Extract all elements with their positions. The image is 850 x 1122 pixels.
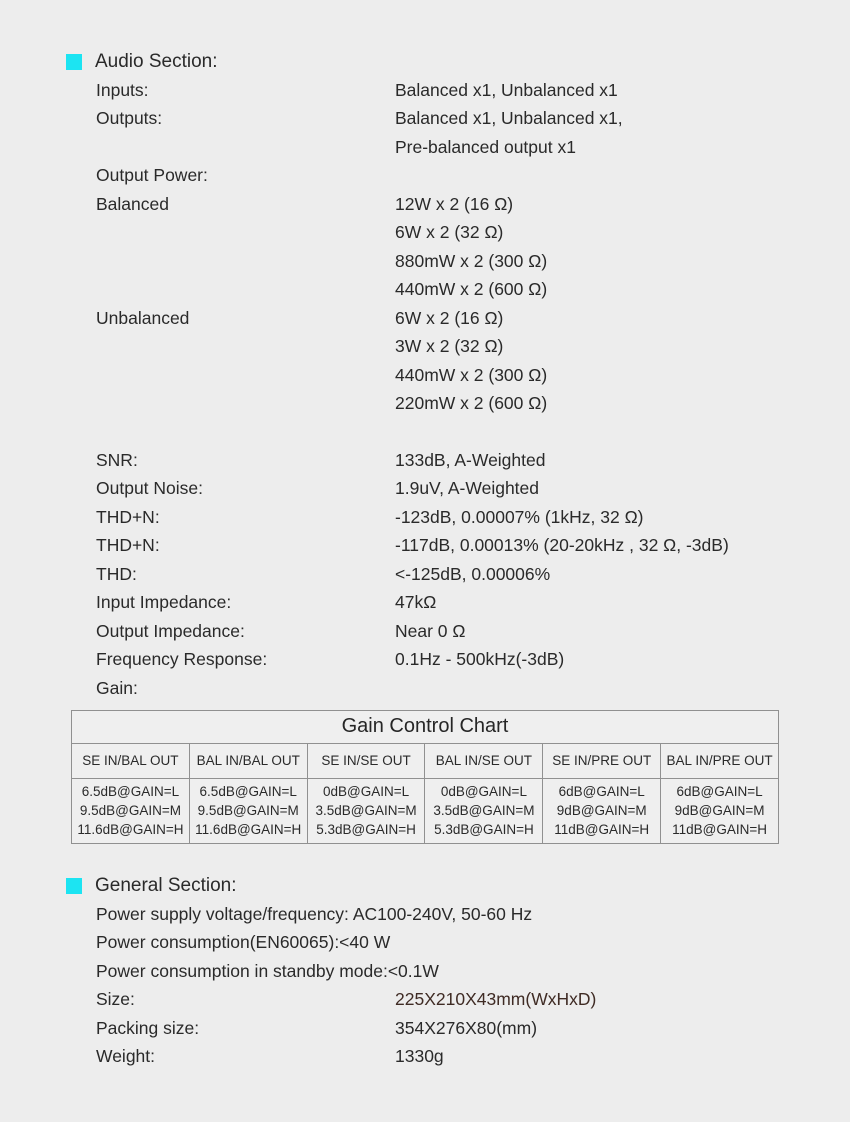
spec-row [96, 161, 820, 189]
gain-table-title-row [72, 710, 779, 743]
spec-value: 1.9uV, A-Weighted [395, 478, 539, 499]
spec-value: 225X210X43mm(WxHxD) [395, 989, 597, 1010]
gain-table-cell [425, 778, 543, 843]
spec-value: Pre-balanced output x1 [395, 136, 576, 157]
spec-row [96, 531, 820, 559]
gain-table-data-row [72, 778, 779, 843]
gain-value: 6dB@GAIN=L [558, 783, 645, 799]
spec-text: Power consumption(EN60065):<40 W [96, 932, 391, 953]
gain-value: 6dB@GAIN=L [676, 783, 763, 799]
spec-label: Unbalanced [96, 307, 190, 328]
spec-row [96, 560, 820, 588]
spec-label: Input Impedance: [96, 592, 232, 613]
spec-label [96, 218, 395, 246]
spec-label: THD+N: [96, 535, 160, 556]
spec-value: Balanced x1, Unbalanced x1, [395, 108, 623, 129]
gain-value: 3.5dB@GAIN=M [315, 802, 417, 818]
spec-row [96, 957, 820, 985]
audio-section-header [66, 48, 820, 76]
cyan-square-bullet-icon [66, 54, 82, 70]
gain-table-column-header: SE IN/SE OUT [307, 743, 425, 778]
spec-row [96, 928, 820, 956]
spec-label: Frequency Response: [96, 649, 268, 670]
spec-row [96, 275, 820, 303]
gain-value: 9dB@GAIN=M [674, 802, 765, 818]
spec-value: 440mW x 2 (600 Ω) [395, 279, 548, 300]
audio-spec-list [96, 76, 820, 702]
cyan-square-bullet-icon [66, 878, 82, 894]
gain-table-cell [661, 778, 779, 843]
general-section-title: General Section: [95, 874, 237, 896]
gain-value: 9.5dB@GAIN=M [79, 802, 181, 818]
general-section [66, 872, 820, 1071]
spec-label: Inputs: [96, 80, 149, 100]
gain-table-column-header: BAL IN/BAL OUT [189, 743, 307, 778]
spec-label: Packing size: [96, 1017, 200, 1038]
gain-value: 11.6dB@GAIN=H [195, 821, 302, 837]
spec-row [96, 104, 820, 132]
gain-table-header-row [72, 743, 779, 778]
spec-row [96, 446, 820, 474]
spec-row [96, 218, 820, 246]
gain-value: 11dB@GAIN=H [672, 821, 767, 837]
general-section-header [66, 872, 820, 900]
spec-value: 880mW x 2 (300 Ω) [395, 250, 548, 271]
spec-value: 6W x 2 (16 Ω) [395, 307, 504, 328]
gain-control-table [71, 710, 779, 844]
spec-row [96, 361, 820, 389]
gain-value: 0dB@GAIN=L [440, 783, 527, 799]
gain-value: 9dB@GAIN=M [556, 802, 647, 818]
spec-text: Power consumption in standby mode:<0.1W [96, 960, 439, 981]
spec-value: 440mW x 2 (300 Ω) [395, 364, 548, 385]
spec-row [96, 503, 820, 531]
spec-value [395, 674, 820, 702]
spec-label [96, 389, 395, 417]
gain-table-column-header: SE IN/BAL OUT [72, 743, 190, 778]
spec-value: 47kΩ [395, 592, 437, 613]
spec-row [96, 617, 820, 645]
spec-label: Balanced [96, 193, 169, 214]
spec-label: Output Impedance: [96, 620, 245, 641]
spec-row [96, 474, 820, 502]
spec-row [96, 674, 820, 702]
spec-value: 1330g [395, 1046, 444, 1067]
spec-value: -117dB, 0.00013% (20-20kHz , 32 Ω, -3dB) [395, 535, 729, 556]
spec-row [96, 1014, 820, 1042]
gain-value: 9.5dB@GAIN=M [197, 802, 299, 818]
gain-value: 11.6dB@GAIN=H [77, 821, 184, 837]
spec-row [96, 1042, 820, 1070]
spec-label: Gain: [96, 677, 138, 698]
spec-row [96, 332, 820, 360]
spec-value: 12W x 2 (16 Ω) [395, 193, 514, 214]
gain-table-cell [72, 778, 190, 843]
spec-value: 220mW x 2 (600 Ω) [395, 392, 548, 413]
spec-label [96, 275, 395, 303]
spec-value: -123dB, 0.00007% (1kHz, 32 Ω) [395, 506, 644, 527]
spec-label: THD+N: [96, 506, 160, 527]
spec-row [96, 247, 820, 275]
spec-label: THD: [96, 563, 137, 584]
gain-value: 3.5dB@GAIN=M [433, 802, 535, 818]
spec-row [96, 190, 820, 218]
spec-value: 0.1Hz - 500kHz(-3dB) [395, 649, 565, 670]
spec-row [96, 588, 820, 616]
spec-value: 6W x 2 (32 Ω) [395, 222, 504, 243]
spec-row [96, 645, 820, 673]
gain-table-cell [307, 778, 425, 843]
spec-label: Outputs: [96, 108, 163, 129]
gain-table-column-header: BAL IN/SE OUT [425, 743, 543, 778]
spec-label: Output Noise: [96, 478, 203, 499]
spec-row [96, 389, 820, 417]
audio-section-title: Audio Section: [95, 51, 218, 72]
spec-value: Balanced x1, Unbalanced x1 [395, 80, 618, 100]
gain-table-column-header: BAL IN/PRE OUT [661, 743, 779, 778]
gain-value: 5.3dB@GAIN=H [434, 821, 534, 837]
gain-table-cell [189, 778, 307, 843]
spec-label [96, 133, 395, 161]
spec-label: Weight: [96, 1046, 156, 1067]
gain-table-title: Gain Control Chart [72, 710, 779, 743]
gain-table-column-header: SE IN/PRE OUT [543, 743, 661, 778]
spec-label: Output Power: [96, 165, 208, 186]
spec-value: <-125dB, 0.00006% [395, 563, 551, 584]
audio-section [66, 48, 820, 702]
gain-value: 6.5dB@GAIN=L [199, 783, 297, 799]
spec-row [96, 985, 820, 1013]
spec-row [96, 900, 820, 928]
spec-value [395, 161, 820, 189]
gain-value: 11dB@GAIN=H [554, 821, 650, 837]
spec-row [96, 133, 820, 161]
spec-value: 133dB, A-Weighted [395, 449, 546, 470]
spec-label [96, 361, 395, 389]
spec-row [96, 76, 820, 104]
gain-value: 5.3dB@GAIN=H [316, 821, 416, 837]
gain-table-cell [543, 778, 661, 843]
gain-value: 6.5dB@GAIN=L [81, 783, 180, 799]
spec-row [96, 304, 820, 332]
spec-value: 354X276X80(mm) [395, 1017, 538, 1038]
spec-text: Power supply voltage/frequency: AC100-240V, 50-60 Hz [96, 903, 533, 924]
gain-value: 0dB@GAIN=L [323, 783, 410, 799]
spec-label [96, 332, 395, 360]
spec-label [96, 247, 395, 275]
spec-value: Near 0 Ω [395, 620, 466, 641]
spec-label: Size: [96, 989, 135, 1010]
spec-label: SNR: [96, 449, 138, 470]
spec-value: 3W x 2 (32 Ω) [395, 336, 504, 357]
general-spec-list [96, 900, 820, 1071]
